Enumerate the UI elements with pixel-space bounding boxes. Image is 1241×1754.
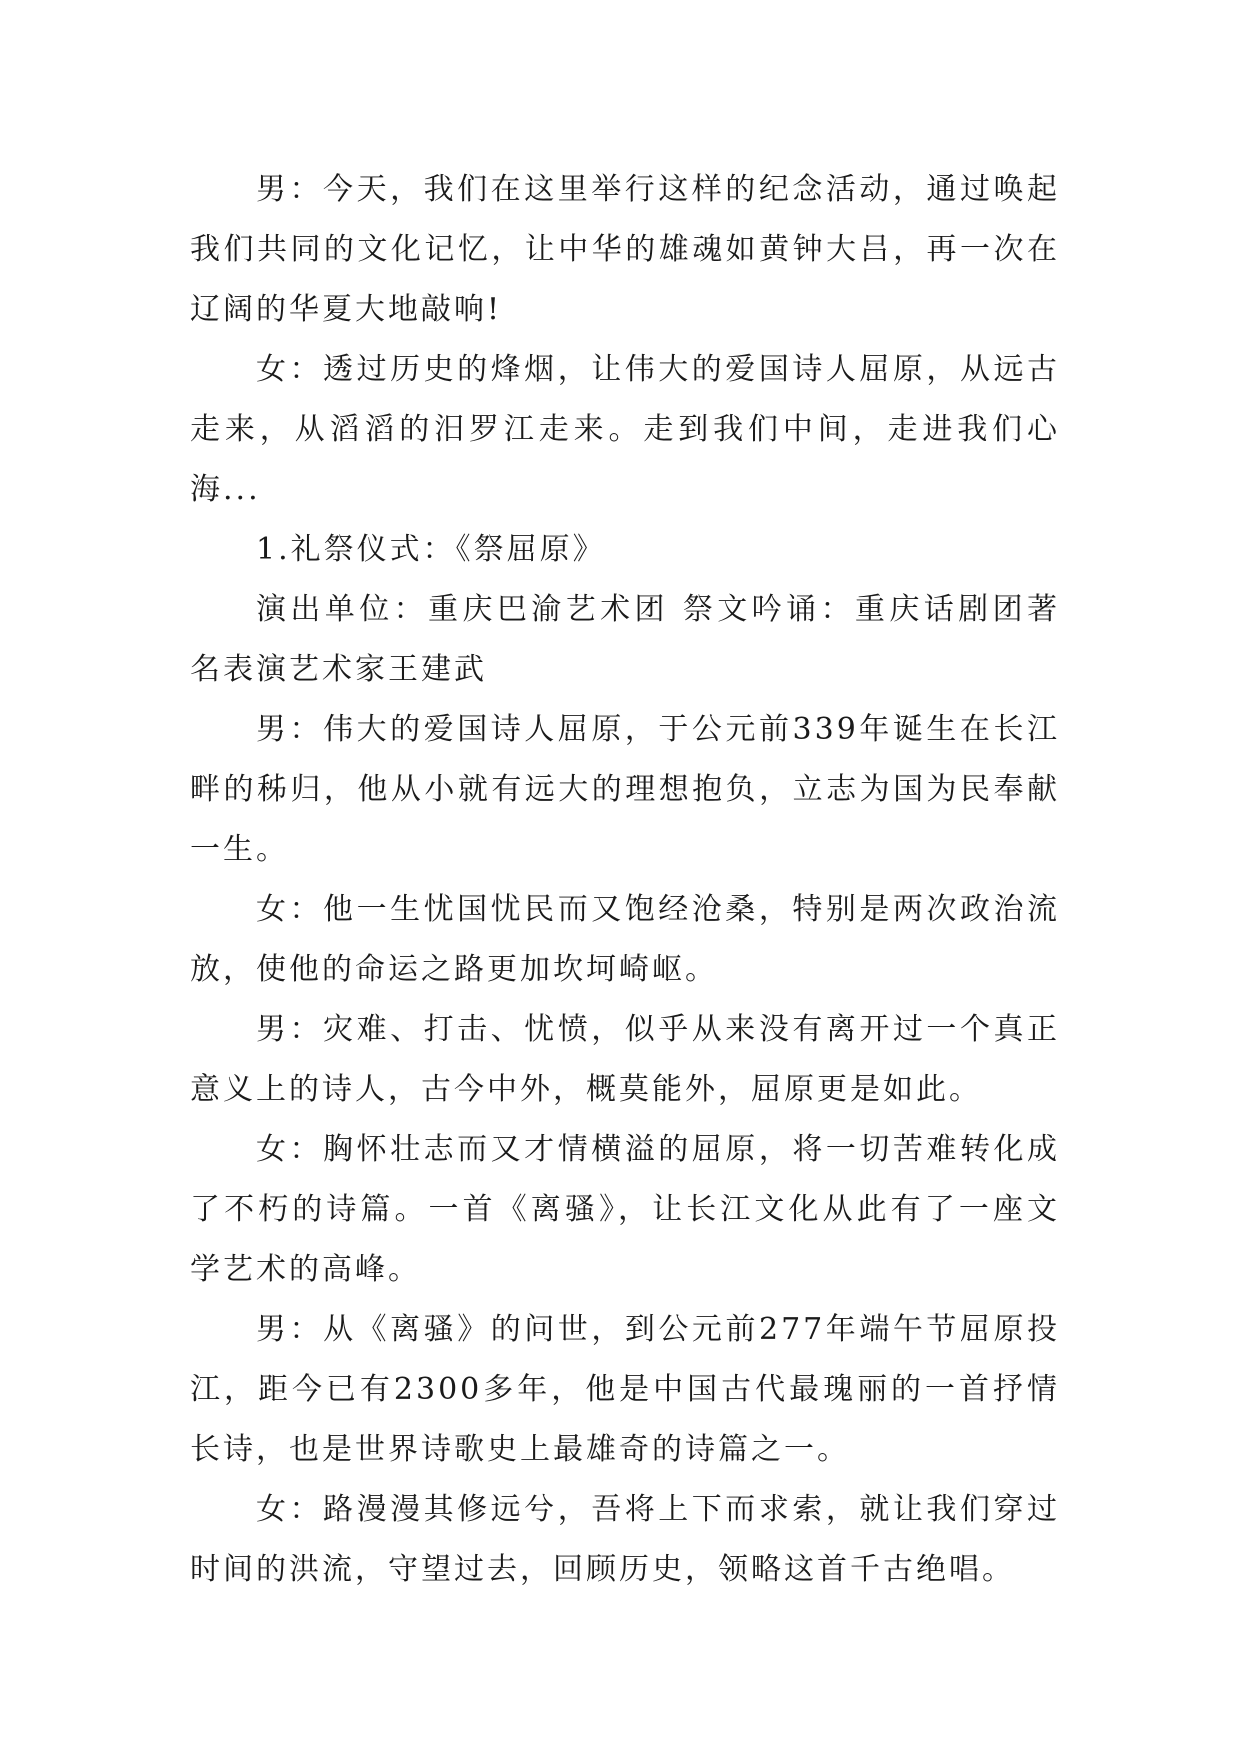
paragraph-male-hardship: 男：灾难、打击、忧愤，似乎从来没有离开过一个真正意义上的诗人，古今中外，概莫能外，屈原更是如此。 bbox=[190, 1012, 1060, 1107]
paragraph-female-opening: 女：透过历史的烽烟，让伟大的爱国诗人屈原，从远古走来，从滔滔的汨罗江走来。走到我们中间，走进我们心海... bbox=[190, 352, 1060, 507]
paragraph-female-closing: 女：路漫漫其修远兮，吾将上下而求索，就让我们穿过时间的洪流，守望过去，回顾历史，领略这首千古绝唱。 bbox=[190, 1492, 1060, 1587]
paragraph-male-history: 男：从《离骚》的问世，到公元前277年端午节屈原投江，距今已有2300多年，他是中国古代最瑰丽的一首抒情长诗，也是世界诗歌史上最雄奇的诗篇之一。 bbox=[190, 1312, 1060, 1467]
paragraph-female-lisao: 女：胸怀壮志而又才情横溢的屈原，将一切苦难转化成了不朽的诗篇。一首《离骚》，让长江文化从此有了一座文学艺术的高峰。 bbox=[190, 1132, 1060, 1287]
paragraph-female-exile: 女：他一生忧国忧民而又饱经沧桑，特别是两次政治流放，使他的命运之路更加坎坷崎岖。 bbox=[190, 892, 1060, 987]
document-body bbox=[190, 160, 1060, 1600]
paragraph-performers: 演出单位：重庆巴渝艺术团 祭文吟诵：重庆话剧团著名表演艺术家王建武 bbox=[190, 592, 1060, 687]
paragraph-male-birth: 男：伟大的爱国诗人屈原，于公元前339年诞生在长江畔的秭归，他从小就有远大的理想抱负，立志为国为民奉献一生。 bbox=[190, 712, 1060, 867]
paragraph-male-opening: 男：今天，我们在这里举行这样的纪念活动，通过唤起我们共同的文化记忆，让中华的雄魂如黄钟大吕，再一次在辽阔的华夏大地敲响! bbox=[190, 172, 1060, 327]
paragraph-ceremony-title: 1.礼祭仪式：《祭屈原》 bbox=[256, 532, 606, 567]
